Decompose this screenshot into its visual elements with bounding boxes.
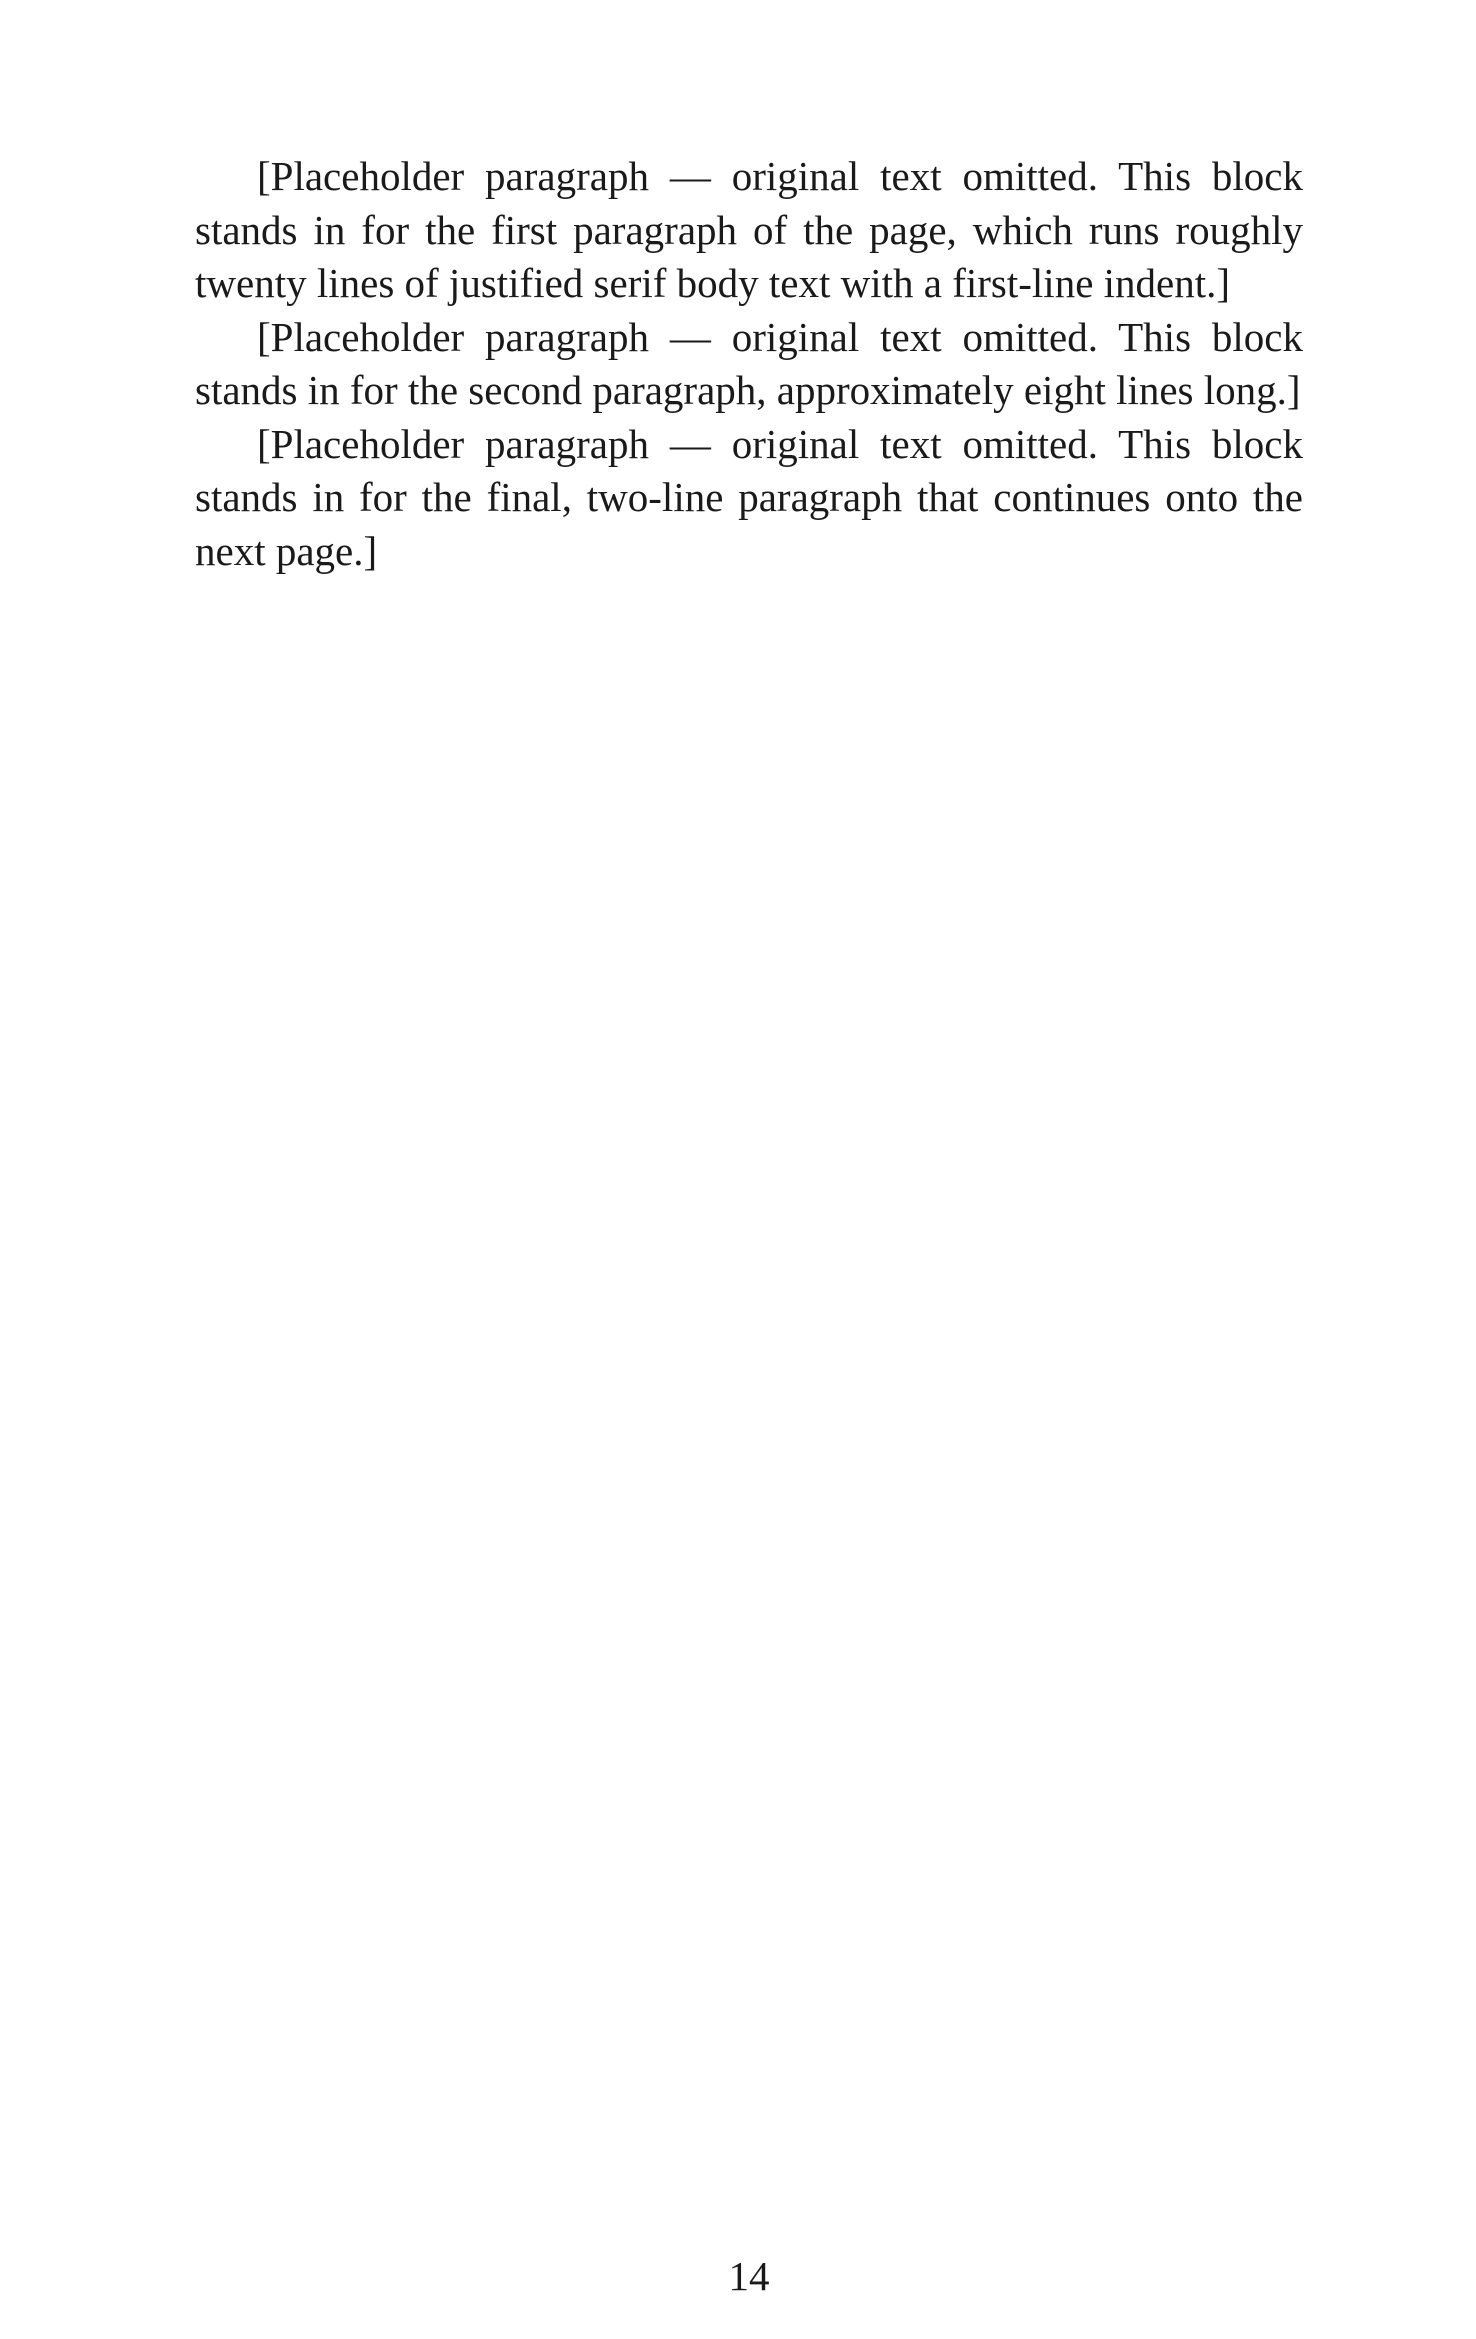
- paragraph-3: [Placeholder paragraph — original text omitted. This block stands in for the final, two-line paragraph that continues onto the next page.]: [195, 420, 1303, 574]
- body-text: [195, 150, 1303, 578]
- book-page: [195, 150, 1303, 2310]
- paragraph-1: [Placeholder paragraph — original text omitted. This block stands in for the first paragraph of the page, which runs roughly twenty lines of justified serif body text with a first-line indent.]: [195, 153, 1303, 306]
- paragraph-2: [Placeholder paragraph — original text omitted. This block stands in for the second paragraph, approximately eight lines long.]: [195, 313, 1303, 413]
- page-number: 14: [728, 2253, 770, 2299]
